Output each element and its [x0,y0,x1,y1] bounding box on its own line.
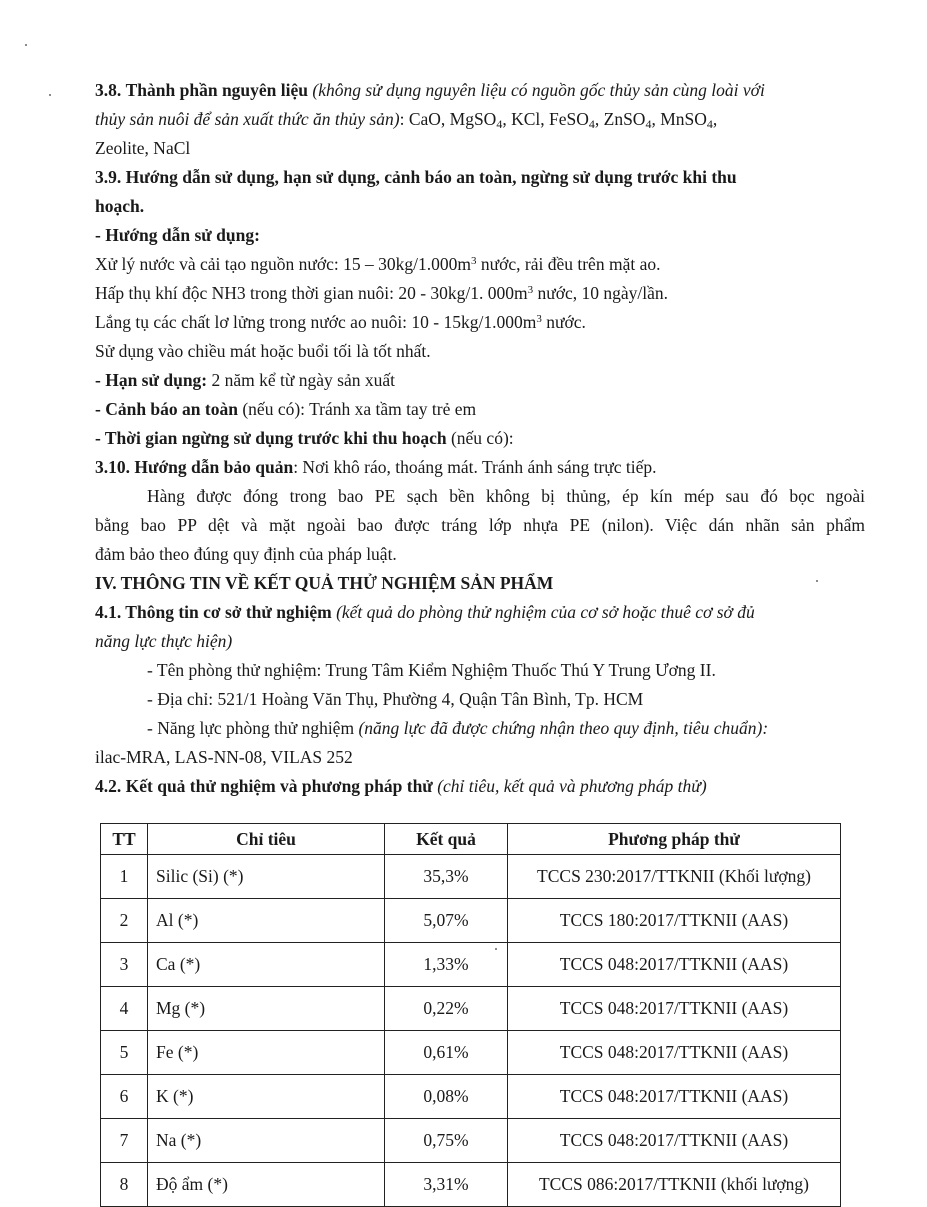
table-row [101,943,841,987]
section-3-9-title: 3.9. Hướng dẫn sử dụng, hạn sử dụng, cảnh báo an toàn, ngừng sử dụng trước khi thu [95,167,737,187]
usage-line-4: Sử dụng vào chiều mát hoặc buổi tối là tốt nhất. [95,341,431,361]
row-number: 1 [101,855,148,899]
section-number: 3.8. [95,80,122,100]
lab-name: - Tên phòng thử nghiệm: Trung Tâm Kiểm Nghiệm Thuốc Thú Y Trung Ương II. [147,660,716,680]
row-method: TCCS 086:2017/TTKNII (khối lượng) [508,1163,841,1207]
section-3-9-title-cont: hoạch. [95,196,145,216]
row-result: 0,61% [385,1031,508,1075]
table-row [101,1031,841,1075]
table-body [101,855,841,1207]
scan-speck [49,94,51,96]
row-criteria: Fe (*) [148,1031,385,1075]
row-criteria: Độ ẩm (*) [148,1163,385,1207]
usage-line-2: Hấp thụ khí độc NH3 trong thời gian nuôi: 20 - 30kg/1. $000m^3$ nước, 10 ngày/lần. [95,283,669,303]
row-number: 6 [101,1075,148,1119]
row-method: TCCS 048:2017/TTKNII (AAS) [508,1075,841,1119]
section-3-8-line-3: Zeolite, NaCl [95,138,191,158]
row-result: 1,33% [385,943,508,987]
section-4-1-title: 4.1. Thông tin cơ sở thử nghiệm (kết quả do phòng thử nghiệm của cơ sở hoặc thuê cơ sở đủ [95,602,755,622]
usage-label: - Hướng dẫn sử dụng: [95,225,260,245]
row-criteria: Al (*) [148,899,385,943]
packaging-paragraph-line-3: đảm bảo theo đúng quy định của pháp luật. [95,544,397,564]
header-result: Kết quả [385,824,508,855]
table-row [101,1075,841,1119]
row-number: 4 [101,987,148,1031]
usage-line-1: Xử lý nước và cải tạo nguồn nước: $15 - 30kg/1.000m^3$ nước, rải đều trên mặt ao. [95,254,661,274]
row-result: 35,3% [385,855,508,899]
test-results-table [100,823,841,1207]
table-row [101,1119,841,1163]
document-page [95,76,865,801]
row-criteria: Ca (*) [148,943,385,987]
row-criteria: K (*) [148,1075,385,1119]
section-3-8-note-cont: thủy sản nuôi để sản xuất thức ăn thủy sản) [95,109,400,129]
row-result: 5,07% [385,899,508,943]
row-number: 5 [101,1031,148,1075]
row-result: 0,08% [385,1075,508,1119]
section-3-8-line-1 [95,76,865,105]
safety-warning: - Cảnh báo an toàn (nếu có): Tránh xa tầm tay trẻ em [95,399,477,419]
row-number: 2 [101,899,148,943]
row-method: TCCS 230:2017/TTKNII (Khối lượng) [508,855,841,899]
row-method: TCCS 048:2017/TTKNII (AAS) [508,1031,841,1075]
row-result: 0,22% [385,987,508,1031]
packaging-paragraph-line-1: Hàng được đóng trong bao PE sạch bền không bị thủng, ép kín mép sau đó bọc ngoài [147,486,865,506]
header-criteria: Chỉ tiêu [148,824,385,855]
scan-speck [495,948,497,950]
row-result: 0,75% [385,1119,508,1163]
storage-instructions: 3.10. Hướng dẫn bảo quản: Nơi khô ráo, thoáng mát. Tránh ánh sáng trực tiếp. [95,457,657,477]
row-criteria: Mg (*) [148,987,385,1031]
usage-line-3: Lắng tụ các chất lơ lửng trong nước ao nuôi: $10 - 15kg/1.000m^3$ nước. [95,312,586,332]
shelf-life: - Hạn sử dụng: 2 năm kể từ ngày sản xuất [95,370,395,390]
withdrawal-period: - Thời gian ngừng sử dụng trước khi thu hoạch (nếu có): [95,428,514,448]
row-method: TCCS 048:2017/TTKNII (AAS) [508,987,841,1031]
table-header-row [101,824,841,855]
row-number: 8 [101,1163,148,1207]
packaging-paragraph-line-2: bằng bao PP dệt và mặt ngoài bao được tráng lớp nhựa PE (nilon). Việc dán nhãn sản phẩm [95,515,865,535]
table-row [101,855,841,899]
row-method: TCCS 048:2017/TTKNII (AAS) [508,943,841,987]
row-criteria: Silic (Si) (*) [148,855,385,899]
section-3-8-line-2: thủy sản nuôi để sản xuất thức ăn thủy sản): CaO, MgSO$_4$, KCl, FeSO$_4$, ZnSO$_4$, MnSO$_4$, [95,109,718,131]
lab-capability: - Năng lực phòng thử nghiệm (năng lực đã được chứng nhận theo quy định, tiêu chuẩn): [147,718,769,738]
table-row [101,899,841,943]
section-3-8-note: (không sử dụng nguyên liệu có nguồn gốc thủy sản cùng loài với [312,80,765,100]
row-method: TCCS 180:2017/TTKNII (AAS) [508,899,841,943]
margin-stamp-mark [873,575,913,725]
section-4-1-note-cont: năng lực thực hiện) [95,631,233,651]
section-4-2-title: 4.2. Kết quả thử nghiệm và phương pháp thử (chỉ tiêu, kết quả và phương pháp thử) [95,776,707,796]
section-3-8-title: Thành phần nguyên liệu [125,80,309,100]
row-number: 7 [101,1119,148,1163]
lab-accreditations: ilac-MRA, LAS-NN-08, VILAS 252 [95,747,353,767]
scan-speck [816,580,818,582]
table-row [101,987,841,1031]
header-method: Phương pháp thử [508,824,841,855]
lab-address: - Địa chỉ: 521/1 Hoàng Văn Thụ, Phường 4, Quận Tân Bình, Tp. HCM [147,689,644,709]
row-criteria: Na (*) [148,1119,385,1163]
header-tt: TT [101,824,148,855]
section-iv-heading: IV. THÔNG TIN VỀ KẾT QUẢ THỬ NGHIỆM SẢN PHẨM [95,573,554,593]
scan-speck [25,44,27,46]
row-number: 3 [101,943,148,987]
row-result: 3,31% [385,1163,508,1207]
row-method: TCCS 048:2017/TTKNII (AAS) [508,1119,841,1163]
